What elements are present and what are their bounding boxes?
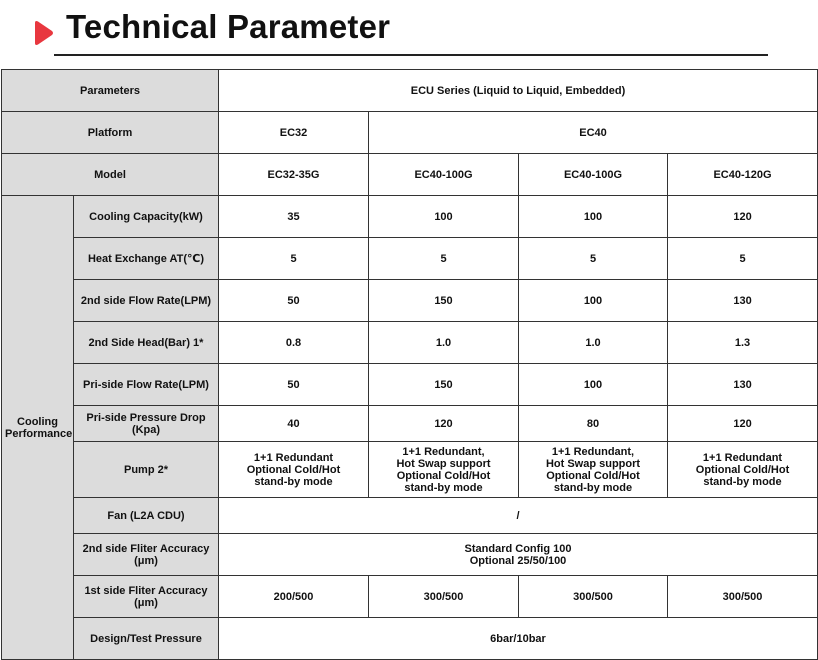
value-cell: 1.3 [668,322,818,364]
value-cell: 130 [668,364,818,406]
value-cell: 50 [219,280,369,322]
title-underline [54,54,768,56]
value-cell: 100 [519,196,668,238]
value-cell: 300/500 [519,576,668,618]
row-label: Pump 2* [74,442,219,498]
value-cell: 300/500 [668,576,818,618]
value-cell: 150 [369,280,519,322]
value-cell: 6bar/10bar [219,618,818,660]
row-label: 2nd side Fliter Accuracy (μm) [74,534,219,576]
page-title: Technical Parameter [66,8,391,45]
table-row-2nd-head [2,322,818,364]
value-cell: 100 [519,280,668,322]
model-cell: EC40-100G [369,154,519,196]
row-label: Design/Test Pressure [74,618,219,660]
row-label: Fan (L2A CDU) [74,498,219,534]
pump-cell: 1+1 Redundant Optional Cold/Hot stand-by mode [668,442,818,498]
pump-cell: 1+1 Redundant, Hot Swap support Optional Cold/Hot stand-by mode [519,442,668,498]
value-cell: 1.0 [519,322,668,364]
table-row-fan [2,498,818,534]
row-label: 2nd side Flow Rate(LPM) [74,280,219,322]
table-row-cooling-capacity [2,196,818,238]
value-cell: 120 [668,196,818,238]
row-label: Pri-side Flow Rate(LPM) [74,364,219,406]
page-header [0,0,818,70]
parameters-header: Parameters [2,70,219,112]
technical-parameter-table [1,69,818,660]
table-row-2nd-flow-rate [2,280,818,322]
table-row-design-pressure [2,618,818,660]
model-cell: EC40-120G [668,154,818,196]
value-cell: 5 [219,238,369,280]
model-cell: EC32-35G [219,154,369,196]
row-label: Heat Exchange AT(℃) [74,238,219,280]
value-cell: 200/500 [219,576,369,618]
platform-ec40: EC40 [369,112,818,154]
row-label: Cooling Capacity(kW) [74,196,219,238]
value-cell: 100 [369,196,519,238]
table-row-parameters [2,70,818,112]
table-row-platform [2,112,818,154]
value-cell: 100 [519,364,668,406]
value-cell: 40 [219,406,369,442]
row-label: 2nd Side Head(Bar) 1* [74,322,219,364]
table-row-1st-filter [2,576,818,618]
value-cell: / [219,498,818,534]
row-label: 1st side Fliter Accuracy (μm) [74,576,219,618]
value-cell: 80 [519,406,668,442]
value-cell: 35 [219,196,369,238]
value-cell: 1.0 [369,322,519,364]
play-triangle-icon [34,20,54,46]
value-cell: 5 [369,238,519,280]
value-cell: 120 [668,406,818,442]
value-cell: 5 [519,238,668,280]
platform-ec32: EC32 [219,112,369,154]
value-cell: 130 [668,280,818,322]
pump-cell: 1+1 Redundant Optional Cold/Hot stand-by mode [219,442,369,498]
value-cell: 50 [219,364,369,406]
series-header: ECU Series (Liquid to Liquid, Embedded) [219,70,818,112]
model-label: Model [2,154,219,196]
table-row-pump [2,442,818,498]
cooling-performance-group: Cooling Performance [2,196,74,660]
value-cell: 120 [369,406,519,442]
value-cell: 300/500 [369,576,519,618]
pump-cell: 1+1 Redundant, Hot Swap support Optional Cold/Hot stand-by mode [369,442,519,498]
value-cell: 0.8 [219,322,369,364]
value-cell: 5 [668,238,818,280]
value-cell: Standard Config 100 Optional 25/50/100 [219,534,818,576]
row-label: Pri-side Pressure Drop (Kpa) [74,406,219,442]
value-cell: 150 [369,364,519,406]
table-row-2nd-filter [2,534,818,576]
table-row-model [2,154,818,196]
platform-label: Platform [2,112,219,154]
model-cell: EC40-100G [519,154,668,196]
table-row-pri-flow-rate [2,364,818,406]
table-row-pri-pressure-drop [2,406,818,442]
table-row-heat-exchange [2,238,818,280]
